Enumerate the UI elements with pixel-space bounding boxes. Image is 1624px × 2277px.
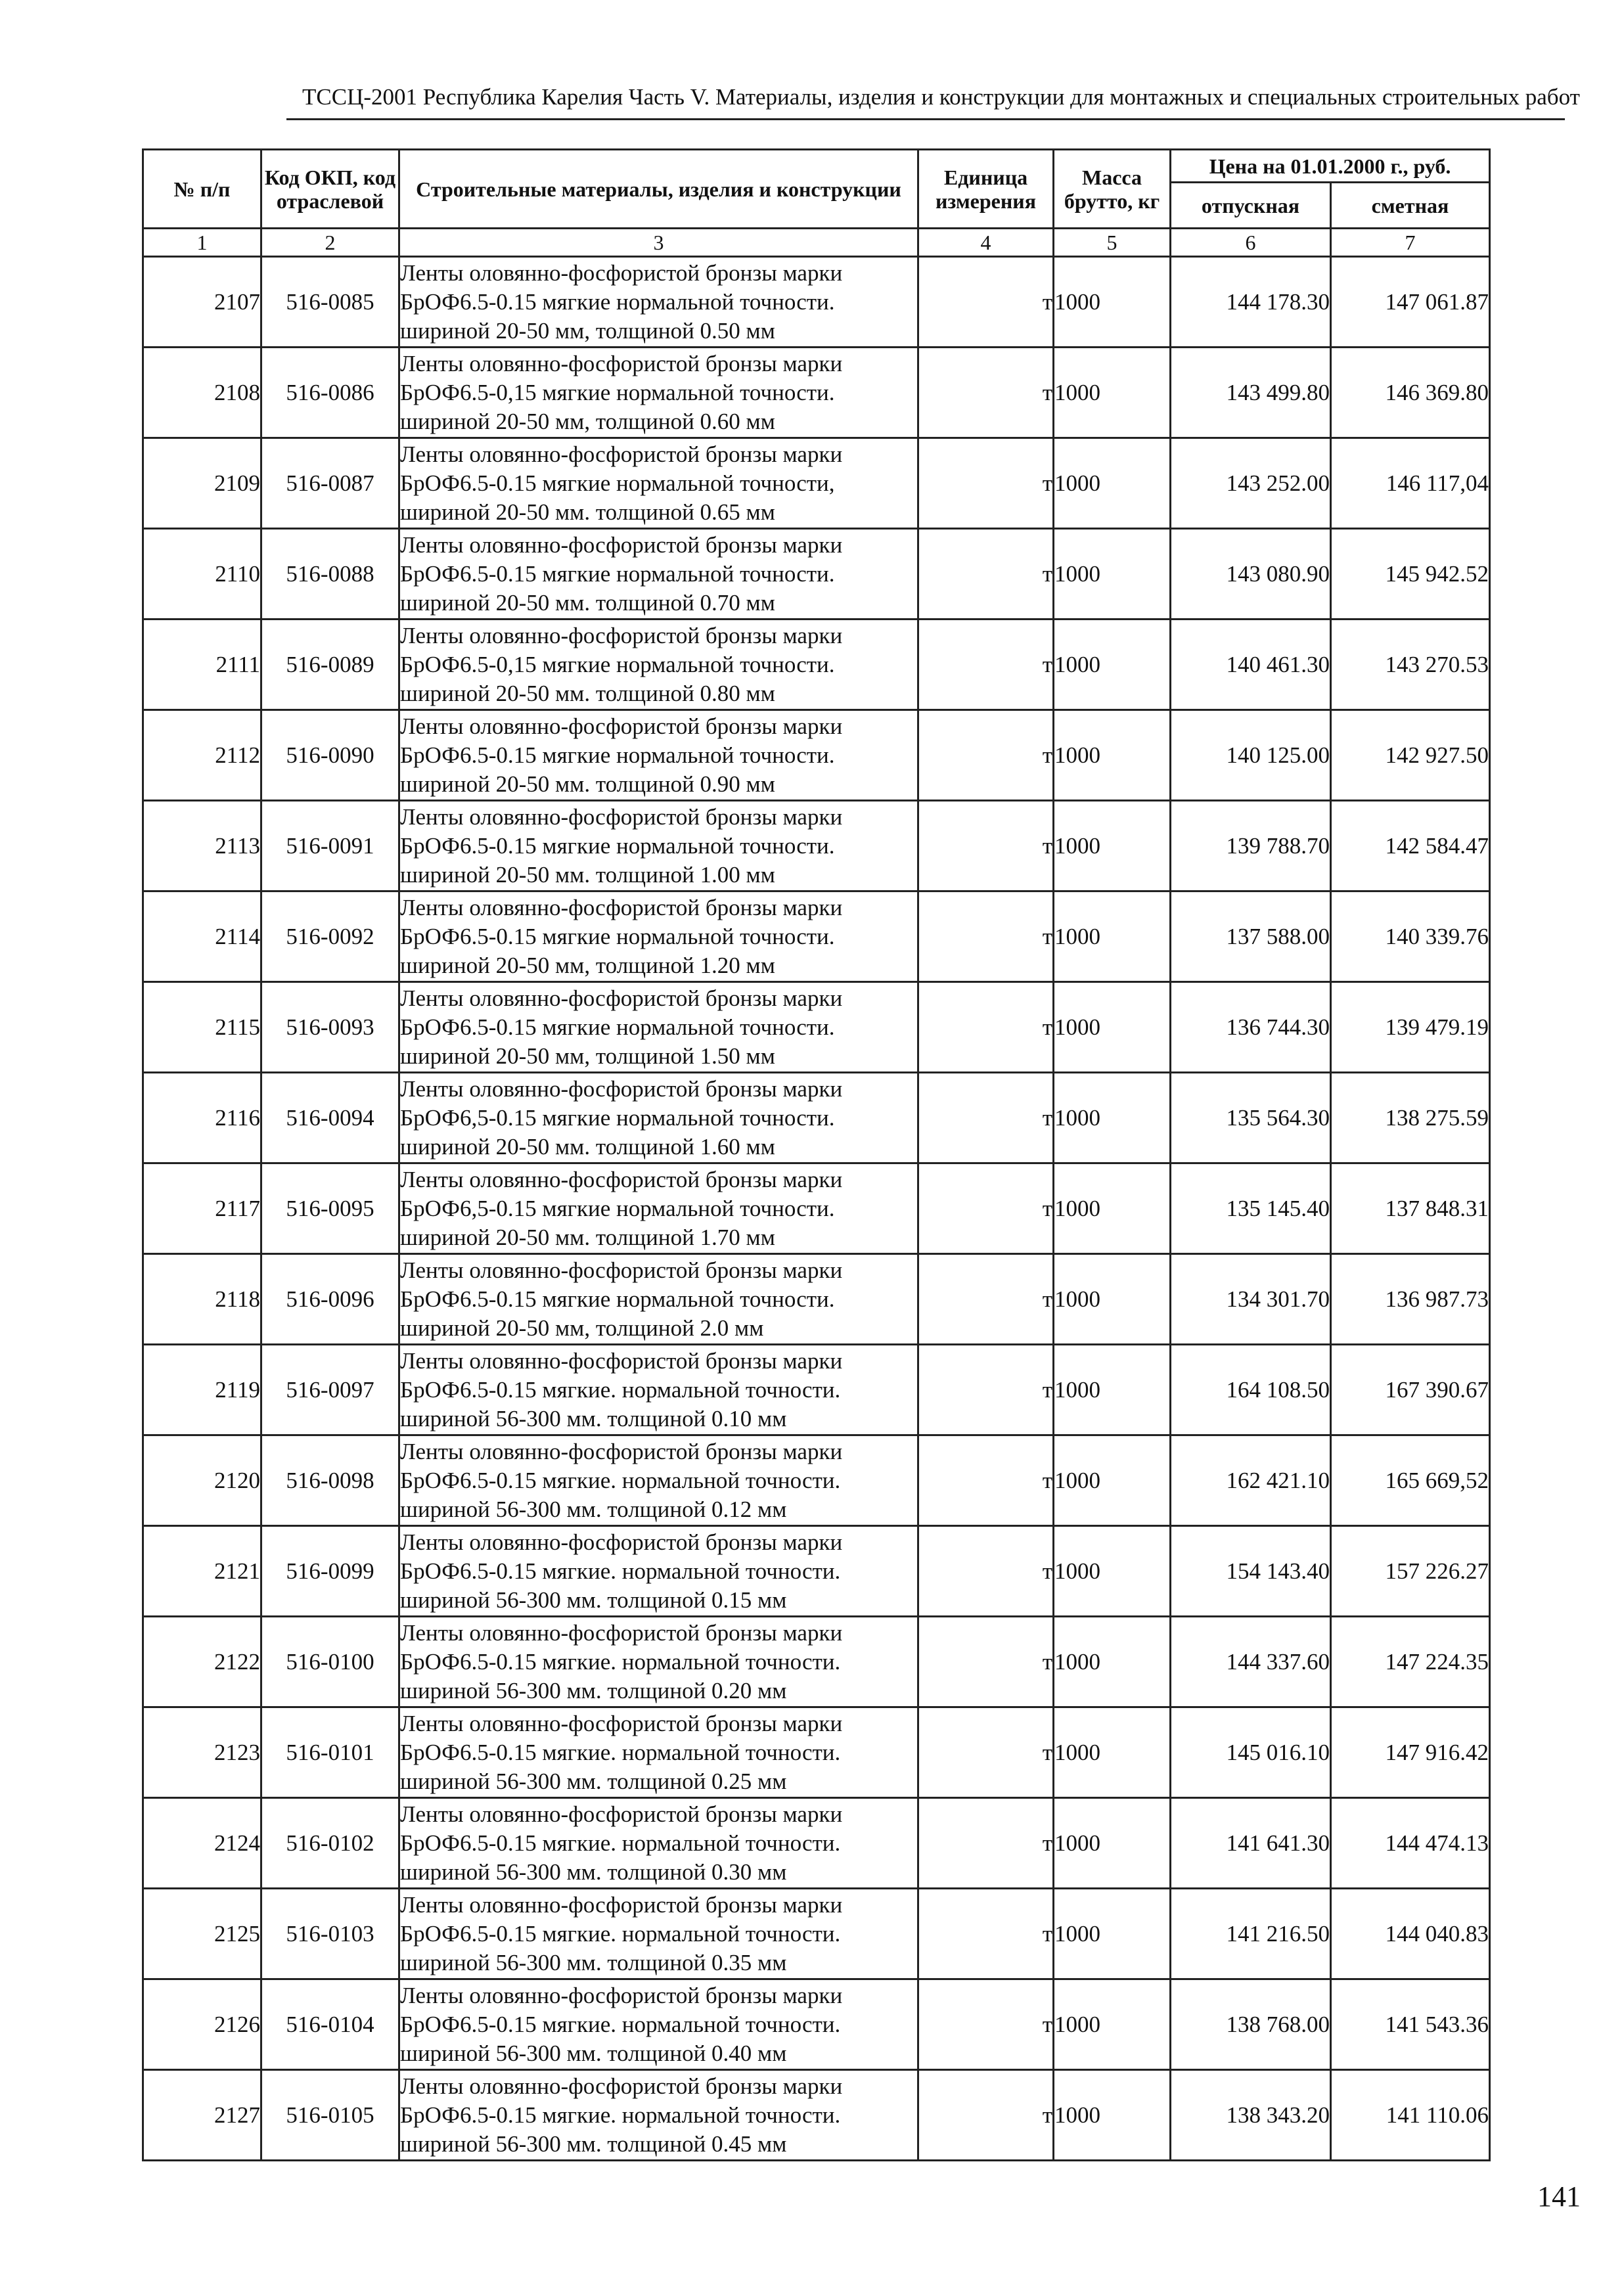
- page-header-title: ТССЦ-2001 Республика Карелия Часть V. Материалы, изделия и конструкции для монтажных и специальных строительных работ: [302, 84, 1580, 110]
- row-code: 516-0096: [261, 1254, 399, 1345]
- row-description: [399, 2070, 918, 2161]
- row-unit: т: [918, 1526, 1054, 1617]
- row-unit: т: [918, 1073, 1054, 1163]
- table-row: [143, 348, 1490, 438]
- header-divider: [286, 118, 1565, 120]
- description-line: Ленты оловянно-фосфористой бронзы марки: [400, 531, 843, 558]
- row-description: [399, 801, 918, 891]
- row-mass: 1000: [1054, 2070, 1171, 2161]
- row-code: 516-0086: [261, 348, 399, 438]
- row-description: [399, 438, 918, 529]
- row-number: 2109: [143, 438, 261, 529]
- row-price-estimate: 141 543.36: [1331, 1979, 1490, 2070]
- row-code: 516-0094: [261, 1073, 399, 1163]
- row-unit: т: [918, 257, 1054, 348]
- row-unit: т: [918, 1798, 1054, 1889]
- row-number: 2127: [143, 2070, 261, 2161]
- row-price-release: 140 461.30: [1171, 620, 1331, 710]
- table-row: [143, 2070, 1490, 2161]
- col-header-num: № п/п: [143, 150, 261, 229]
- description-line: БрОФ6,5-0.15 мягкие нормальной точности.: [400, 1195, 835, 1221]
- row-price-estimate: 144 040.83: [1331, 1889, 1490, 1979]
- row-description: [399, 1073, 918, 1163]
- row-number: 2123: [143, 1707, 261, 1798]
- row-description: [399, 348, 918, 438]
- col-number: 2: [261, 229, 399, 257]
- description-line: шириной 56-300 мм. толщиной 0.10 мм: [400, 1405, 787, 1432]
- row-mass: 1000: [1054, 1345, 1171, 1435]
- description-line: БрОФ6.5-0.15 мягкие нормальной точности.: [400, 1014, 835, 1040]
- row-description: [399, 1435, 918, 1526]
- row-unit: т: [918, 2070, 1054, 2161]
- row-code: 516-0102: [261, 1798, 399, 1889]
- description-line: БрОФ6.5-0.15 мягкие. нормальной точности.: [400, 2102, 841, 2128]
- row-mass: 1000: [1054, 438, 1171, 529]
- table-row: [143, 1889, 1490, 1979]
- description-line: Ленты оловянно-фосфористой бронзы марки: [400, 1257, 843, 1283]
- row-code: 516-0092: [261, 891, 399, 982]
- description-line: БрОФ6.5-0.15 мягкие нормальной точности.: [400, 288, 835, 315]
- row-mass: 1000: [1054, 1163, 1171, 1254]
- row-price-release: 154 143.40: [1171, 1526, 1331, 1617]
- row-price-estimate: 139 479.19: [1331, 982, 1490, 1073]
- row-number: 2124: [143, 1798, 261, 1889]
- row-mass: 1000: [1054, 1889, 1171, 1979]
- description-line: БрОФ6.5-0.15 мягкие нормальной точности.: [400, 923, 835, 949]
- row-number: 2114: [143, 891, 261, 982]
- row-code: 516-0098: [261, 1435, 399, 1526]
- description-line: Ленты оловянно-фосфористой бронзы марки: [400, 1982, 843, 2008]
- description-line: БрОФ6.5-0.15 мягкие. нормальной точности.: [400, 1920, 841, 1947]
- row-code: 516-0099: [261, 1526, 399, 1617]
- row-price-estimate: 157 226.27: [1331, 1526, 1490, 1617]
- row-description: [399, 891, 918, 982]
- row-number: 2119: [143, 1345, 261, 1435]
- row-code: 516-0097: [261, 1345, 399, 1435]
- row-number: 2112: [143, 710, 261, 801]
- row-price-release: 141 641.30: [1171, 1798, 1331, 1889]
- col-header-price-group: Цена на 01.01.2000 г., руб.: [1171, 150, 1490, 183]
- col-header-price-estimate: сметная: [1331, 183, 1490, 229]
- description-line: БрОФ6,5-0.15 мягкие нормальной точности.: [400, 1104, 835, 1131]
- row-mass: 1000: [1054, 348, 1171, 438]
- row-mass: 1000: [1054, 1617, 1171, 1707]
- row-mass: 1000: [1054, 529, 1171, 620]
- row-description: [399, 1345, 918, 1435]
- row-mass: 1000: [1054, 1435, 1171, 1526]
- table-row: [143, 891, 1490, 982]
- row-price-estimate: 138 275.59: [1331, 1073, 1490, 1163]
- row-price-release: 134 301.70: [1171, 1254, 1331, 1345]
- row-price-estimate: 147 916.42: [1331, 1707, 1490, 1798]
- row-price-estimate: 167 390.67: [1331, 1345, 1490, 1435]
- row-code: 516-0093: [261, 982, 399, 1073]
- description-line: шириной 56-300 мм. толщиной 0.40 мм: [400, 2040, 787, 2066]
- row-code: 516-0103: [261, 1889, 399, 1979]
- row-price-estimate: 144 474.13: [1331, 1798, 1490, 1889]
- row-description: [399, 710, 918, 801]
- table-row: [143, 257, 1490, 348]
- description-line: шириной 56-300 мм. толщиной 0.45 мм: [400, 2130, 787, 2157]
- table-row: [143, 1345, 1490, 1435]
- row-price-estimate: 146 117,04: [1331, 438, 1490, 529]
- description-line: шириной 20-50 мм. толщиной 0.90 мм: [400, 771, 775, 797]
- description-line: БрОФ6.5-0.15 мягкие нормальной точности,: [400, 470, 835, 496]
- row-code: 516-0087: [261, 438, 399, 529]
- row-mass: 1000: [1054, 1526, 1171, 1617]
- table-row: [143, 801, 1490, 891]
- row-mass: 1000: [1054, 801, 1171, 891]
- row-code: 516-0104: [261, 1979, 399, 2070]
- row-price-release: 143 080.90: [1171, 529, 1331, 620]
- description-line: Ленты оловянно-фосфористой бронзы марки: [400, 1166, 843, 1192]
- row-code: 516-0100: [261, 1617, 399, 1707]
- table-row: [143, 1163, 1490, 1254]
- row-mass: 1000: [1054, 1254, 1171, 1345]
- description-line: шириной 56-300 мм. толщиной 0.12 мм: [400, 1496, 787, 1522]
- row-price-release: 138 768.00: [1171, 1979, 1331, 2070]
- row-description: [399, 1707, 918, 1798]
- row-description: [399, 1979, 918, 2070]
- description-line: БрОФ6.5-0.15 мягкие нормальной точности.: [400, 832, 835, 859]
- row-description: [399, 1617, 918, 1707]
- row-unit: т: [918, 620, 1054, 710]
- row-mass: 1000: [1054, 891, 1171, 982]
- table-row: [143, 982, 1490, 1073]
- row-number: 2110: [143, 529, 261, 620]
- description-line: Ленты оловянно-фосфористой бронзы марки: [400, 1529, 843, 1555]
- row-mass: 1000: [1054, 1979, 1171, 2070]
- row-unit: т: [918, 1889, 1054, 1979]
- description-line: БрОФ6.5-0.15 мягкие. нормальной точности.: [400, 1830, 841, 1856]
- row-code: 516-0085: [261, 257, 399, 348]
- description-line: Ленты оловянно-фосфористой бронзы марки: [400, 2073, 843, 2099]
- row-price-estimate: 145 942.52: [1331, 529, 1490, 620]
- row-unit: т: [918, 1254, 1054, 1345]
- row-mass: 1000: [1054, 620, 1171, 710]
- description-line: Ленты оловянно-фосфористой бронзы марки: [400, 259, 843, 286]
- description-line: шириной 20-50 мм, толщиной 0.50 мм: [400, 317, 775, 344]
- description-line: шириной 56-300 мм. толщиной 0.25 мм: [400, 1768, 787, 1794]
- description-line: БрОФ6.5-0.15 мягкие. нормальной точности.: [400, 1558, 841, 1584]
- row-mass: 1000: [1054, 1707, 1171, 1798]
- description-line: шириной 56-300 мм. толщиной 0.30 мм: [400, 1859, 787, 1885]
- row-unit: т: [918, 801, 1054, 891]
- row-unit: т: [918, 529, 1054, 620]
- col-number: 6: [1171, 229, 1331, 257]
- row-number: 2126: [143, 1979, 261, 2070]
- description-line: Ленты оловянно-фосфористой бронзы марки: [400, 441, 843, 467]
- row-price-estimate: 141 110.06: [1331, 2070, 1490, 2161]
- row-price-estimate: 147 061.87: [1331, 257, 1490, 348]
- table-row: [143, 438, 1490, 529]
- table-row: [143, 529, 1490, 620]
- description-line: БрОФ6.5-0.15 мягкие нормальной точности.: [400, 742, 835, 768]
- row-number: 2111: [143, 620, 261, 710]
- row-unit: т: [918, 1345, 1054, 1435]
- row-price-estimate: 142 927.50: [1331, 710, 1490, 801]
- row-price-release: 144 178.30: [1171, 257, 1331, 348]
- col-header-unit: Единица измерения: [918, 150, 1054, 229]
- row-price-release: 145 016.10: [1171, 1707, 1331, 1798]
- description-line: БрОФ6.5-0,15 мягкие нормальной точности.: [400, 379, 835, 405]
- description-line: БрОФ6.5-0.15 мягкие. нормальной точности.: [400, 1648, 841, 1675]
- row-price-estimate: 143 270.53: [1331, 620, 1490, 710]
- row-mass: 1000: [1054, 257, 1171, 348]
- row-code: 516-0095: [261, 1163, 399, 1254]
- row-mass: 1000: [1054, 1798, 1171, 1889]
- table-row: [143, 1707, 1490, 1798]
- row-price-estimate: 146 369.80: [1331, 348, 1490, 438]
- description-line: БрОФ6.5-0.15 мягкие нормальной точности.: [400, 560, 835, 587]
- row-description: [399, 529, 918, 620]
- description-line: БрОФ6.5-0,15 мягкие нормальной точности.: [400, 651, 835, 677]
- row-price-release: 135 564.30: [1171, 1073, 1331, 1163]
- col-header-mass: Масса брутто, кг: [1054, 150, 1171, 229]
- price-table: [142, 148, 1491, 2161]
- row-description: [399, 1889, 918, 1979]
- row-price-release: 162 421.10: [1171, 1435, 1331, 1526]
- row-number: 2117: [143, 1163, 261, 1254]
- row-description: [399, 1254, 918, 1345]
- description-line: Ленты оловянно-фосфористой бронзы марки: [400, 894, 843, 920]
- description-line: Ленты оловянно-фосфористой бронзы марки: [400, 350, 843, 376]
- description-line: Ленты оловянно-фосфористой бронзы марки: [400, 1619, 843, 1646]
- row-unit: т: [918, 710, 1054, 801]
- row-description: [399, 1163, 918, 1254]
- row-price-release: 144 337.60: [1171, 1617, 1331, 1707]
- row-number: 2118: [143, 1254, 261, 1345]
- row-number: 2107: [143, 257, 261, 348]
- row-unit: т: [918, 1707, 1054, 1798]
- row-code: 516-0090: [261, 710, 399, 801]
- row-unit: т: [918, 982, 1054, 1073]
- description-line: шириной 20-50 мм. толщиной 1.00 мм: [400, 861, 775, 888]
- row-number: 2120: [143, 1435, 261, 1526]
- row-price-release: 140 125.00: [1171, 710, 1331, 801]
- row-description: [399, 257, 918, 348]
- row-price-estimate: 140 339.76: [1331, 891, 1490, 982]
- row-code: 516-0089: [261, 620, 399, 710]
- description-line: шириной 20-50 мм, толщиной 2.0 мм: [400, 1315, 764, 1341]
- row-code: 516-0088: [261, 529, 399, 620]
- table-row: [143, 1798, 1490, 1889]
- row-price-release: 135 145.40: [1171, 1163, 1331, 1254]
- table-row: [143, 1435, 1490, 1526]
- description-line: шириной 20-50 мм. толщиной 0.70 мм: [400, 589, 775, 616]
- row-unit: т: [918, 1163, 1054, 1254]
- row-mass: 1000: [1054, 710, 1171, 801]
- row-price-release: 136 744.30: [1171, 982, 1331, 1073]
- table-row: [143, 1526, 1490, 1617]
- row-price-estimate: 136 987.73: [1331, 1254, 1490, 1345]
- table-row: [143, 710, 1490, 801]
- row-price-estimate: 137 848.31: [1331, 1163, 1490, 1254]
- row-number: 2125: [143, 1889, 261, 1979]
- row-price-release: 143 499.80: [1171, 348, 1331, 438]
- table-row: [143, 1254, 1490, 1345]
- row-description: [399, 620, 918, 710]
- description-line: Ленты оловянно-фосфористой бронзы марки: [400, 1438, 843, 1464]
- row-price-estimate: 147 224.35: [1331, 1617, 1490, 1707]
- description-line: шириной 20-50 мм. толщиной 1.60 мм: [400, 1133, 775, 1160]
- description-line: БрОФ6.5-0.15 мягкие. нормальной точности.: [400, 1467, 841, 1493]
- description-line: Ленты оловянно-фосфористой бронзы марки: [400, 803, 843, 830]
- description-line: шириной 56-300 мм. толщиной 0.15 мм: [400, 1587, 787, 1613]
- description-line: Ленты оловянно-фосфористой бронзы марки: [400, 985, 843, 1011]
- row-price-release: 139 788.70: [1171, 801, 1331, 891]
- row-number: 2115: [143, 982, 261, 1073]
- description-line: шириной 56-300 мм. толщиной 0.35 мм: [400, 1949, 787, 1975]
- row-price-estimate: 165 669,52: [1331, 1435, 1490, 1526]
- col-number: 5: [1054, 229, 1171, 257]
- row-unit: т: [918, 1617, 1054, 1707]
- row-description: [399, 1798, 918, 1889]
- row-code: 516-0105: [261, 2070, 399, 2161]
- col-number: 3: [399, 229, 918, 257]
- description-line: БрОФ6.5-0.15 мягкие нормальной точности.: [400, 1286, 835, 1312]
- description-line: Ленты оловянно-фосфористой бронзы марки: [400, 622, 843, 648]
- row-price-release: 138 343.20: [1171, 2070, 1331, 2161]
- description-line: шириной 20-50 мм, толщиной 1.20 мм: [400, 952, 775, 978]
- col-header-price-release: отпускная: [1171, 183, 1331, 229]
- col-number: 4: [918, 229, 1054, 257]
- description-line: шириной 20-50 мм. толщиной 1.70 мм: [400, 1224, 775, 1250]
- row-description: [399, 1526, 918, 1617]
- col-number: 1: [143, 229, 261, 257]
- description-line: Ленты оловянно-фосфористой бронзы марки: [400, 1075, 843, 1102]
- row-mass: 1000: [1054, 1073, 1171, 1163]
- row-unit: т: [918, 348, 1054, 438]
- row-price-release: 164 108.50: [1171, 1345, 1331, 1435]
- col-header-desc: Строительные материалы, изделия и конструкции: [399, 150, 918, 229]
- description-line: Ленты оловянно-фосфористой бронзы марки: [400, 1710, 843, 1736]
- description-line: БрОФ6.5-0.15 мягкие. нормальной точности.: [400, 1739, 841, 1765]
- row-unit: т: [918, 891, 1054, 982]
- description-line: шириной 56-300 мм. толщиной 0.20 мм: [400, 1677, 787, 1703]
- description-line: шириной 20-50 мм. толщиной 0.80 мм: [400, 680, 775, 706]
- description-line: Ленты оловянно-фосфористой бронзы марки: [400, 1347, 843, 1374]
- row-number: 2113: [143, 801, 261, 891]
- table-row: [143, 620, 1490, 710]
- description-line: БрОФ6.5-0.15 мягкие. нормальной точности.: [400, 1376, 841, 1403]
- page-number: 141: [1537, 2180, 1581, 2213]
- description-line: шириной 20-50 мм. толщиной 0.65 мм: [400, 499, 775, 525]
- description-line: шириной 20-50 мм, толщиной 0.60 мм: [400, 408, 775, 434]
- row-price-release: 143 252.00: [1171, 438, 1331, 529]
- row-unit: т: [918, 438, 1054, 529]
- description-line: БрОФ6.5-0.15 мягкие. нормальной точности.: [400, 2011, 841, 2037]
- row-number: 2122: [143, 1617, 261, 1707]
- row-number: 2116: [143, 1073, 261, 1163]
- row-number: 2108: [143, 348, 261, 438]
- row-number: 2121: [143, 1526, 261, 1617]
- row-price-release: 137 588.00: [1171, 891, 1331, 982]
- row-code: 516-0091: [261, 801, 399, 891]
- table-row: [143, 1617, 1490, 1707]
- description-line: Ленты оловянно-фосфористой бронзы марки: [400, 713, 843, 739]
- col-header-code: Код ОКП, код отраслевой: [261, 150, 399, 229]
- row-unit: т: [918, 1435, 1054, 1526]
- description-line: шириной 20-50 мм, толщиной 1.50 мм: [400, 1043, 775, 1069]
- table-row: [143, 1979, 1490, 2070]
- row-mass: 1000: [1054, 982, 1171, 1073]
- col-number: 7: [1331, 229, 1490, 257]
- row-price-release: 141 216.50: [1171, 1889, 1331, 1979]
- row-description: [399, 982, 918, 1073]
- row-code: 516-0101: [261, 1707, 399, 1798]
- description-line: Ленты оловянно-фосфористой бронзы марки: [400, 1801, 843, 1827]
- description-line: Ленты оловянно-фосфористой бронзы марки: [400, 1891, 843, 1918]
- table-row: [143, 1073, 1490, 1163]
- row-price-estimate: 142 584.47: [1331, 801, 1490, 891]
- row-unit: т: [918, 1979, 1054, 2070]
- column-number-row: [143, 229, 1490, 257]
